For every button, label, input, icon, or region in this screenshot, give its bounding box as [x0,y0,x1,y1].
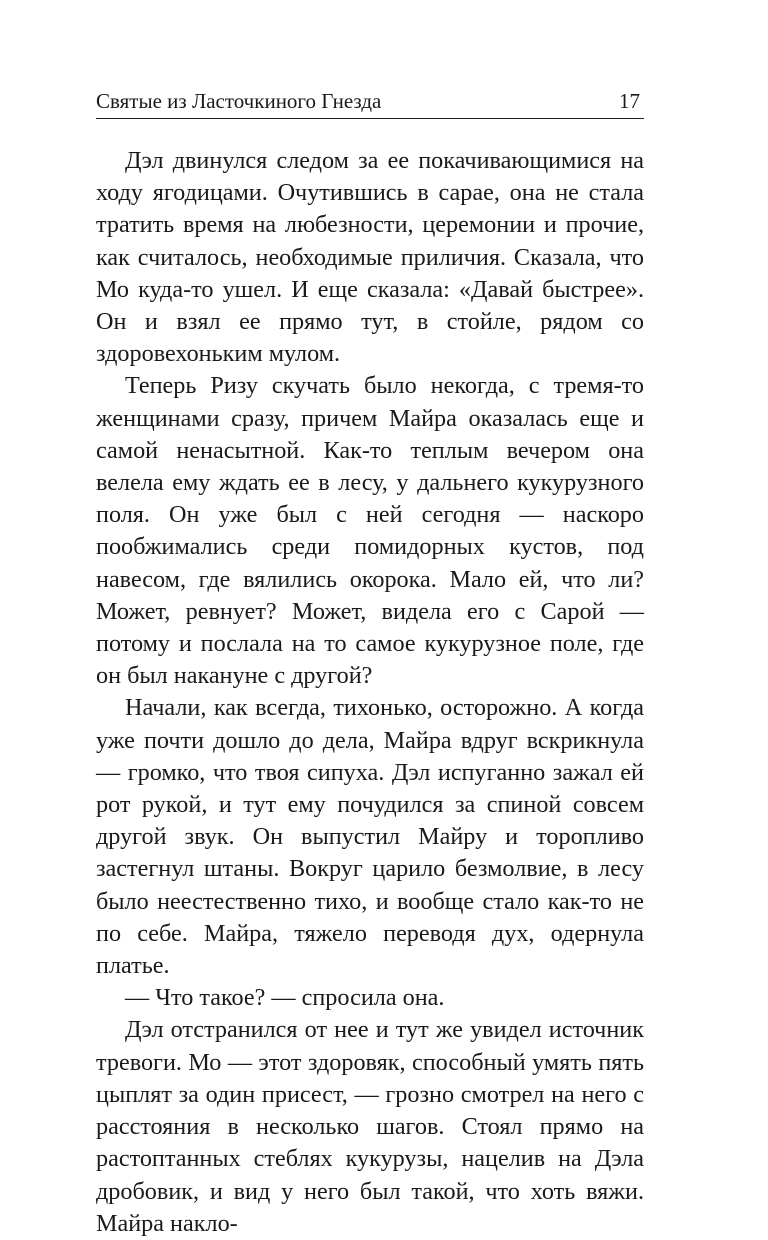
page-number: 17 [619,89,640,113]
paragraph: Начали, как всегда, тихонько, осторожно. А когда уже почти дошло до дела, Майра вдруг вскрикнула — громко, что твоя сипуха. Дэл испуганно зажал ей рот рукой, и тут ему почудился за спиной совсем другой звук. Он выпустил Майру и торопливо застегнул штаны. Вокруг царило безмолвие, в лесу было неестественно тихо, и вообще стало как-то не по себе. Майра, тяжело переводя дух, одернула платье. [96,694,644,980]
paragraph: Дэл двинулся следом за ее покачивающимися на ходу ягодицами. Очутившись в сарае, она не стала тратить время на любезности, церемонии и прочие, как считалось, необходимые приличия. Сказала, что Мо куда-то ушел. И еще сказала: «Давай быстрее». Он и взял ее прямо тут, в стойле, рядом со здоровехоньким мулом. [96,147,644,368]
book-title: Святые из Ласточкиного Гнезда [96,89,382,113]
paragraph: Теперь Ризу скучать было некогда, с тремя-то женщинами сразу, причем Майра оказалась еще и самой ненасытной. Как-то теплым вечером она велела ему ждать ее в лесу, у дальнего кукурузного поля. Он уже был с ней сегодня — наскоро пообжимались среди помидорных кустов, под навесом, где вялились окорока. Мало ей, что ли? Может, ревнует? Может, видела его с Сарой — потому и послала на то самое кукурузное поле, где он был накануне с другой? [96,372,644,690]
body-text [96,145,644,1240]
running-header [96,86,644,119]
paragraph: — Что такое? — спросила она. [125,984,445,1012]
book-page [96,86,644,1240]
paragraph: Дэл отстранился от нее и тут же увидел источник тревоги. Мо — этот здоровяк, способный умять пять цыплят за один присест, — грозно смотрел на него с расстояния в несколько шагов. Стоял прямо на растоптанных стеблях кукурузы, нацелив на Дэла дробовик, и вид у него был такой, что хоть вяжи. Майра накло- [96,1016,644,1237]
